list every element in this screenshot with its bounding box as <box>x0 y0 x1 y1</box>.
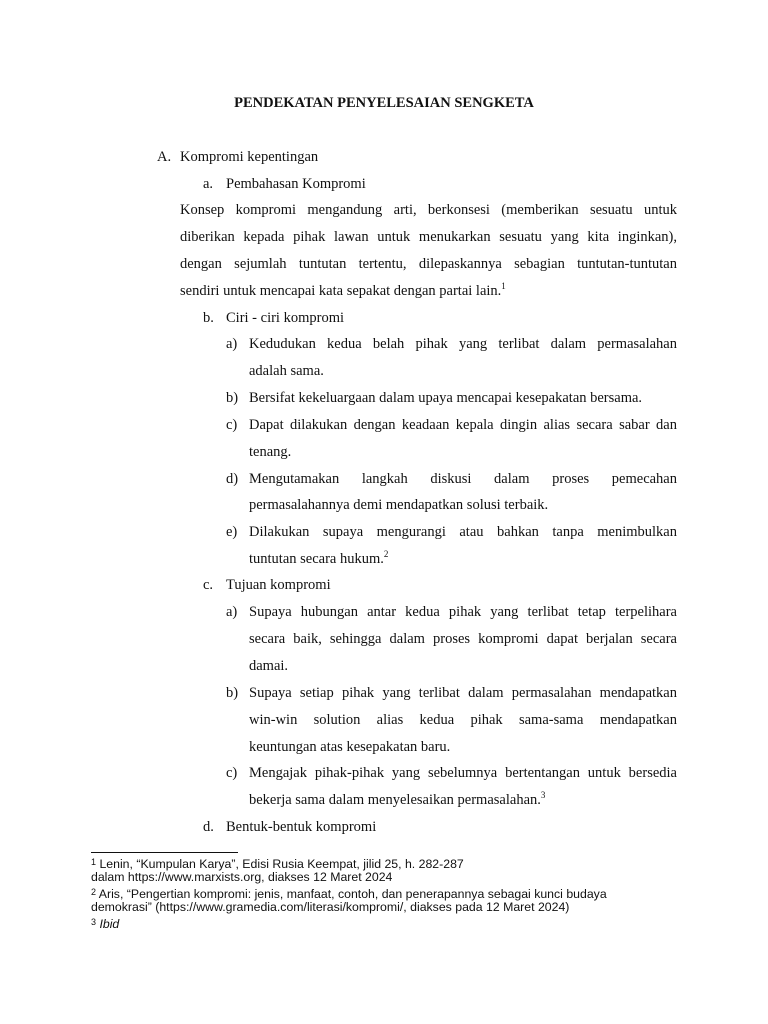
section-a-marker: A. <box>157 149 172 165</box>
list-item-line: Mengajak pihak-pihak yang sebelumnya bertentangan untuk bersedia <box>249 765 677 781</box>
sub-c-heading: Tujuan kompromi <box>226 577 331 593</box>
list-item-line: win-win solution alias kedua pihak sama-sama mendapatkan <box>249 712 677 728</box>
list-item-line: secara baik, sehingga dalam proses kompromi dapat berjalan secara <box>249 631 677 647</box>
footnote-ref: 2 <box>383 549 389 559</box>
list-item-last-line <box>249 550 388 568</box>
list-item-marker: d) <box>226 471 239 487</box>
list-item-marker: a) <box>226 604 238 620</box>
list-item-line: tenang. <box>249 444 292 460</box>
sub-b-marker: b. <box>203 310 214 326</box>
footnote-2-cont: demokrasi” (https://www.gramedia.com/literasi/kompromi/, diakses pada 12 Maret 2024) <box>91 900 570 914</box>
footnote-text: Ibid <box>99 917 120 931</box>
list-item-line: Dapat dilakukan dengan keadaan kepala dingin alias secara sabar dan <box>249 417 677 433</box>
page-title: PENDEKATAN PENYELESAIAN SENGKETA <box>234 95 534 111</box>
sub-d-marker: d. <box>203 819 214 835</box>
sub-b-heading: Ciri - ciri kompromi <box>226 310 344 326</box>
list-item-marker: e) <box>226 524 238 540</box>
section-a-heading: Kompromi kepentingan <box>180 149 319 165</box>
list-item-line: Supaya setiap pihak yang terlibat dalam permasalahan mendapatkan <box>249 685 677 701</box>
list-item-last-line <box>249 791 545 809</box>
paragraph-line: dengan sejumlah tuntutan tertentu, dilepaskannya sebagian tuntutan-tuntutan <box>180 256 677 272</box>
footnote-number: 2 <box>91 887 97 897</box>
list-item-marker: b) <box>226 685 239 701</box>
list-item-marker: a) <box>226 336 238 352</box>
list-item-line: Dilakukan supaya mengurangi atau bahkan tanpa menimbulkan <box>249 524 677 540</box>
footnote-1-cont: dalam https://www.marxists.org, diakses 12 Maret 2024 <box>91 870 393 884</box>
list-item-line: permasalahannya demi mendapatkan solusi terbaik. <box>249 497 549 513</box>
list-item-line: Supaya hubungan antar kedua pihak yang terlibat tetap terpelihara <box>249 604 677 620</box>
footnote-number: 1 <box>91 857 97 867</box>
list-item-marker: b) <box>226 390 239 406</box>
sub-a-heading: Pembahasan Kompromi <box>226 176 366 192</box>
footnote-number: 3 <box>91 917 97 927</box>
list-item-line: adalah sama. <box>249 363 324 379</box>
list-item-line: bekerja sama dalam menyelesaikan permasalahan. <box>249 792 541 808</box>
list-item-line: damai. <box>249 658 289 674</box>
footnote-3 <box>91 915 119 932</box>
paragraph-line: diberikan kepada pihak lawan untuk menukarkan sesuatu yang kita inginkan), <box>180 229 677 245</box>
footnote-text: Aris, “Pengertian kompromi: jenis, manfaat, contoh, dan penerapannya sebagai kunci budaya <box>98 887 607 901</box>
paragraph-line: Konsep kompromi mengandung arti, berkonsesi (memberikan sesuatu untuk <box>180 202 677 218</box>
paragraph-last-line <box>180 282 506 300</box>
list-item-line: Mengutamakan langkah diskusi dalam proses pemecahan <box>249 471 677 487</box>
footnote-ref: 3 <box>540 790 546 800</box>
sub-c-marker: c. <box>203 577 214 593</box>
sub-d-heading: Bentuk-bentuk kompromi <box>226 819 377 835</box>
footnote-separator <box>91 852 238 853</box>
sub-a-marker: a. <box>203 176 214 192</box>
list-item-marker: c) <box>226 417 238 433</box>
footnote-text: Lenin, “Kumpulan Karya”, Edisi Rusia Keempat, jilid 25, h. 282-287 <box>99 857 464 871</box>
paragraph-line: sendiri untuk mencapai kata sepakat dengan partai lain. <box>180 283 502 299</box>
list-item-line: Kedudukan kedua belah pihak yang terlibat dalam permasalahan <box>249 336 677 352</box>
list-item-marker: c) <box>226 765 238 781</box>
list-item-line: keuntungan atas kesepakatan baru. <box>249 739 451 755</box>
list-item-line: tuntutan secara hukum. <box>249 551 384 567</box>
list-item-line: Bersifat kekeluargaan dalam upaya mencapai kesepakatan bersama. <box>249 390 643 406</box>
footnote-ref: 1 <box>501 281 506 291</box>
